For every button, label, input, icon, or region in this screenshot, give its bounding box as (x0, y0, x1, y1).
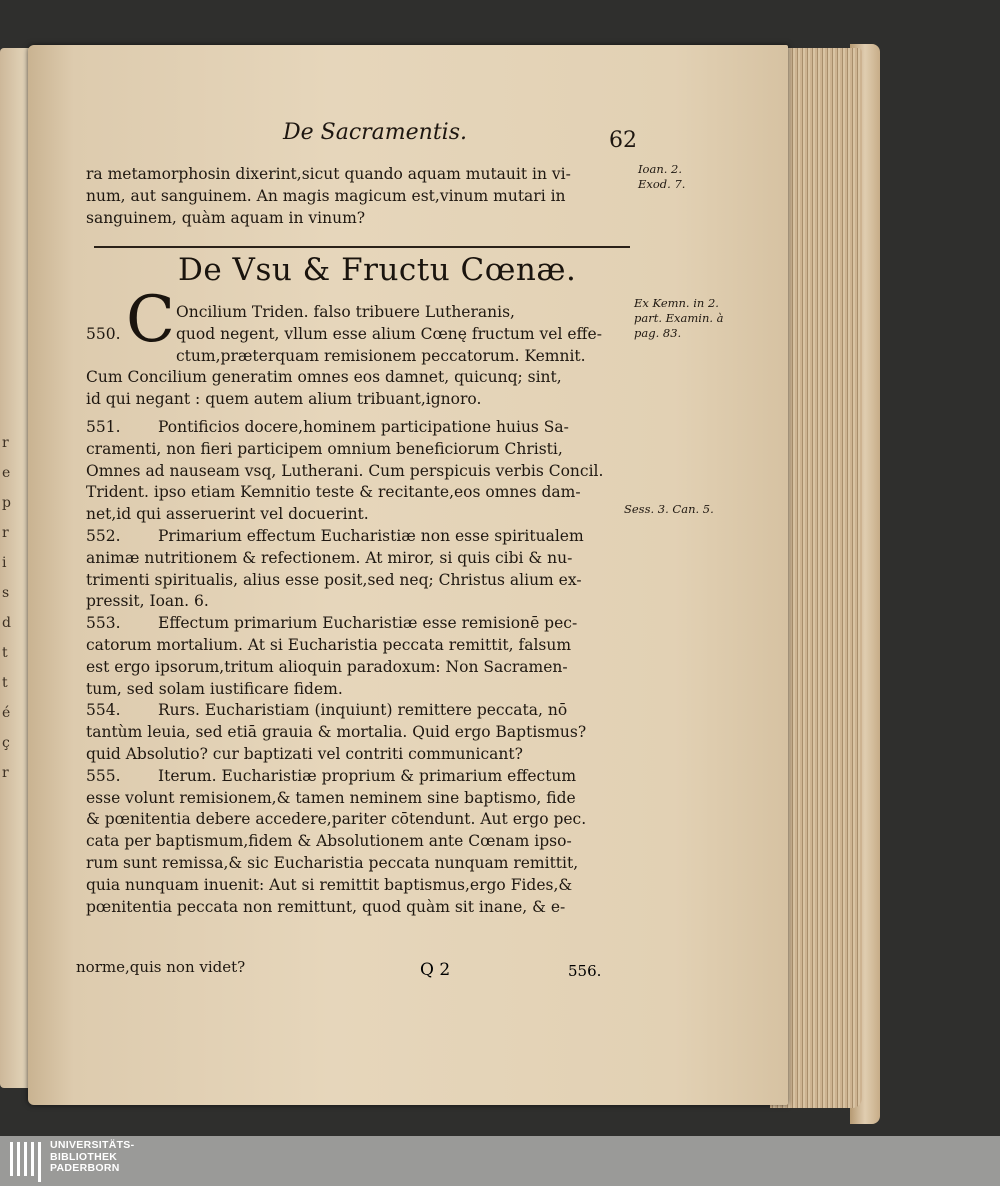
text-line (86, 324, 632, 346)
left-page-char: r (2, 435, 9, 451)
text-line (86, 482, 632, 504)
line-text: quia nunquam inuenit: Aut si remittit baptismus,ergo Fides,& (86, 875, 573, 894)
left-page-char: r (2, 525, 9, 541)
text-line (86, 635, 632, 657)
left-page-char: i (2, 555, 7, 571)
text-line: Oncilium Triden. falso tribuere Lutheranis, (176, 303, 515, 321)
drop-cap: C (126, 283, 175, 357)
text-line (86, 439, 632, 461)
catchword: 556. (568, 962, 602, 980)
left-page-char: t (2, 645, 8, 661)
line-text: animæ nutritionem & refectionem. At miror, si quis cibi & nu- (86, 548, 573, 567)
last-line: norme,quis non videt? (76, 958, 246, 976)
text-line (86, 809, 632, 831)
text-line (86, 548, 632, 570)
text-line (86, 744, 632, 766)
line-text: tantùm leuia, sed etiā grauia & mortalia. Quid ergo Baptismus? (86, 723, 587, 742)
left-page-char: r (2, 765, 9, 781)
line-text: cramenti, non fieri participem omnium beneficiorum Christi, (86, 439, 563, 458)
text-line (86, 897, 632, 919)
text-line (86, 613, 632, 635)
left-page-char: p (2, 495, 11, 511)
text-line (86, 570, 632, 592)
line-text: Rurs. Eucharistiam (inquiunt) remittere peccata, nō (158, 701, 568, 720)
library-stamp-bar (0, 1136, 1000, 1186)
library-name (50, 1140, 134, 1175)
paragraph-550 (86, 302, 632, 411)
text-line: ra metamorphosin dixerint,sicut quando aquam mutauit in vi- (86, 165, 571, 183)
margin-note-sessio (624, 502, 714, 517)
line-text: Trident. ipso etiam Kemnitio teste & recitante,eos omnes dam- (86, 483, 581, 502)
text-line (86, 722, 632, 744)
text-line (86, 526, 632, 548)
library-logo-icon (8, 1140, 48, 1180)
note-line: Exod. 7. (638, 177, 686, 191)
line-text: est ergo ipsorum,tritum alioquin paradoxum: Non Sacramen- (86, 657, 568, 676)
left-page-char: t (2, 675, 8, 691)
margin-note-kemnitius (634, 296, 724, 341)
text-line (86, 875, 632, 897)
section-heading: De Vsu & Fructu Cœnæ. (178, 252, 577, 288)
line-text: quod negent, vllum esse alium Cœnę fructum vel effe- (176, 324, 602, 343)
page-number: 62 (609, 128, 637, 153)
line-text: & pœnitentia debere accedere,pariter cōtendunt. Aut ergo pec. (86, 810, 587, 829)
line-text: catorum mortalium. At si Eucharistia peccata remittit, falsum (86, 635, 572, 654)
note-line: pag. 83. (634, 326, 682, 340)
text-line (86, 831, 632, 853)
left-page-char: ç (2, 735, 10, 751)
left-page-char: e (2, 465, 11, 481)
text-line (86, 417, 632, 439)
text-line (86, 591, 632, 613)
text-line (86, 853, 632, 875)
paragraph-number: 554. (86, 701, 121, 720)
line-text: cata per baptismum,fidem & Absolutionem ante Cœnam ipso- (86, 832, 572, 851)
section-rule (94, 246, 630, 248)
left-page-fragments (2, 428, 22, 788)
line-text: quid Absolutio? cur baptizati vel contriti communicant? (86, 744, 523, 763)
text-line (86, 700, 632, 722)
line-text: esse volunt remisionem,& tamen neminem sine baptismo, fide (86, 788, 576, 807)
line-text: pœnitentia peccata non remittunt, quod quàm sit inane, & e- (86, 897, 566, 916)
note-line: part. Examin. à (634, 311, 724, 325)
text-line (86, 679, 632, 701)
library-name-line: UNIVERSITÄTS- (50, 1139, 135, 1151)
line-text: Iterum. Eucharistiæ proprium & primarium effectum (158, 766, 577, 785)
text-line: ctum,præterquam remisionem peccatorum. Kemnit. (176, 346, 586, 365)
text-line: num, aut sanguinem. An magis magicum est,vinum mutari in (86, 186, 566, 205)
text-line (86, 461, 632, 483)
text-line: Cum Concilium generatim omnes eos damnet, quicunq; sint, (86, 368, 562, 387)
line-text: rum sunt remissa,& sic Eucharistia peccata nunquam remittit, (86, 853, 579, 872)
paragraph-number: 555. (86, 766, 121, 785)
line-text: trimenti spiritualis, alius esse posit,sed neq; Christus alium ex- (86, 570, 582, 589)
line-text: Omnes ad nauseam vsq, Lutherani. Cum perspicuis verbis Concil. (86, 461, 604, 480)
line-text: Primarium effectum Eucharistiæ non esse spiritualem (158, 526, 584, 545)
line-text: pressit, Ioan. 6. (86, 592, 209, 611)
paragraph-number: 552. (86, 526, 121, 545)
left-page-char: d (2, 615, 11, 631)
numbered-paragraphs (86, 417, 632, 918)
left-page-char: s (2, 585, 10, 601)
line-text: tum, sed solam iustificare fidem. (86, 679, 343, 698)
text-line: id qui negant : quem autem alium tribuant,ignoro. (86, 390, 482, 409)
left-page-char: é (2, 705, 11, 721)
signature-mark: Q 2 (420, 960, 451, 980)
text-line (86, 504, 632, 526)
paragraph-number: 550. (86, 324, 121, 343)
line-text: Pontificios docere,hominem participatione huius Sa- (158, 418, 569, 436)
running-title: De Sacramentis. (283, 120, 468, 145)
line-text: net,id qui asseruerint vel docuerint. (86, 505, 369, 524)
opening-lines (86, 164, 632, 229)
note-line: Ioan. 2. (638, 162, 683, 176)
library-name-line: PADERBORN (50, 1162, 120, 1174)
library-name-line: BIBLIOTHEK (50, 1150, 118, 1163)
paragraph-number: 551. (86, 418, 121, 436)
note-line: Sess. 3. Can. 5. (624, 502, 714, 516)
text-line (86, 657, 632, 679)
margin-note-ioan (638, 162, 685, 192)
paragraph-number: 553. (86, 614, 121, 633)
text-line: sanguinem, quàm aquam in vinum? (86, 208, 366, 227)
text-line (86, 766, 632, 788)
note-line: Ex Kemn. in 2. (634, 296, 719, 310)
line-text: Effectum primarium Eucharistiæ esse remisionē pec- (158, 614, 578, 633)
text-line (86, 788, 632, 810)
